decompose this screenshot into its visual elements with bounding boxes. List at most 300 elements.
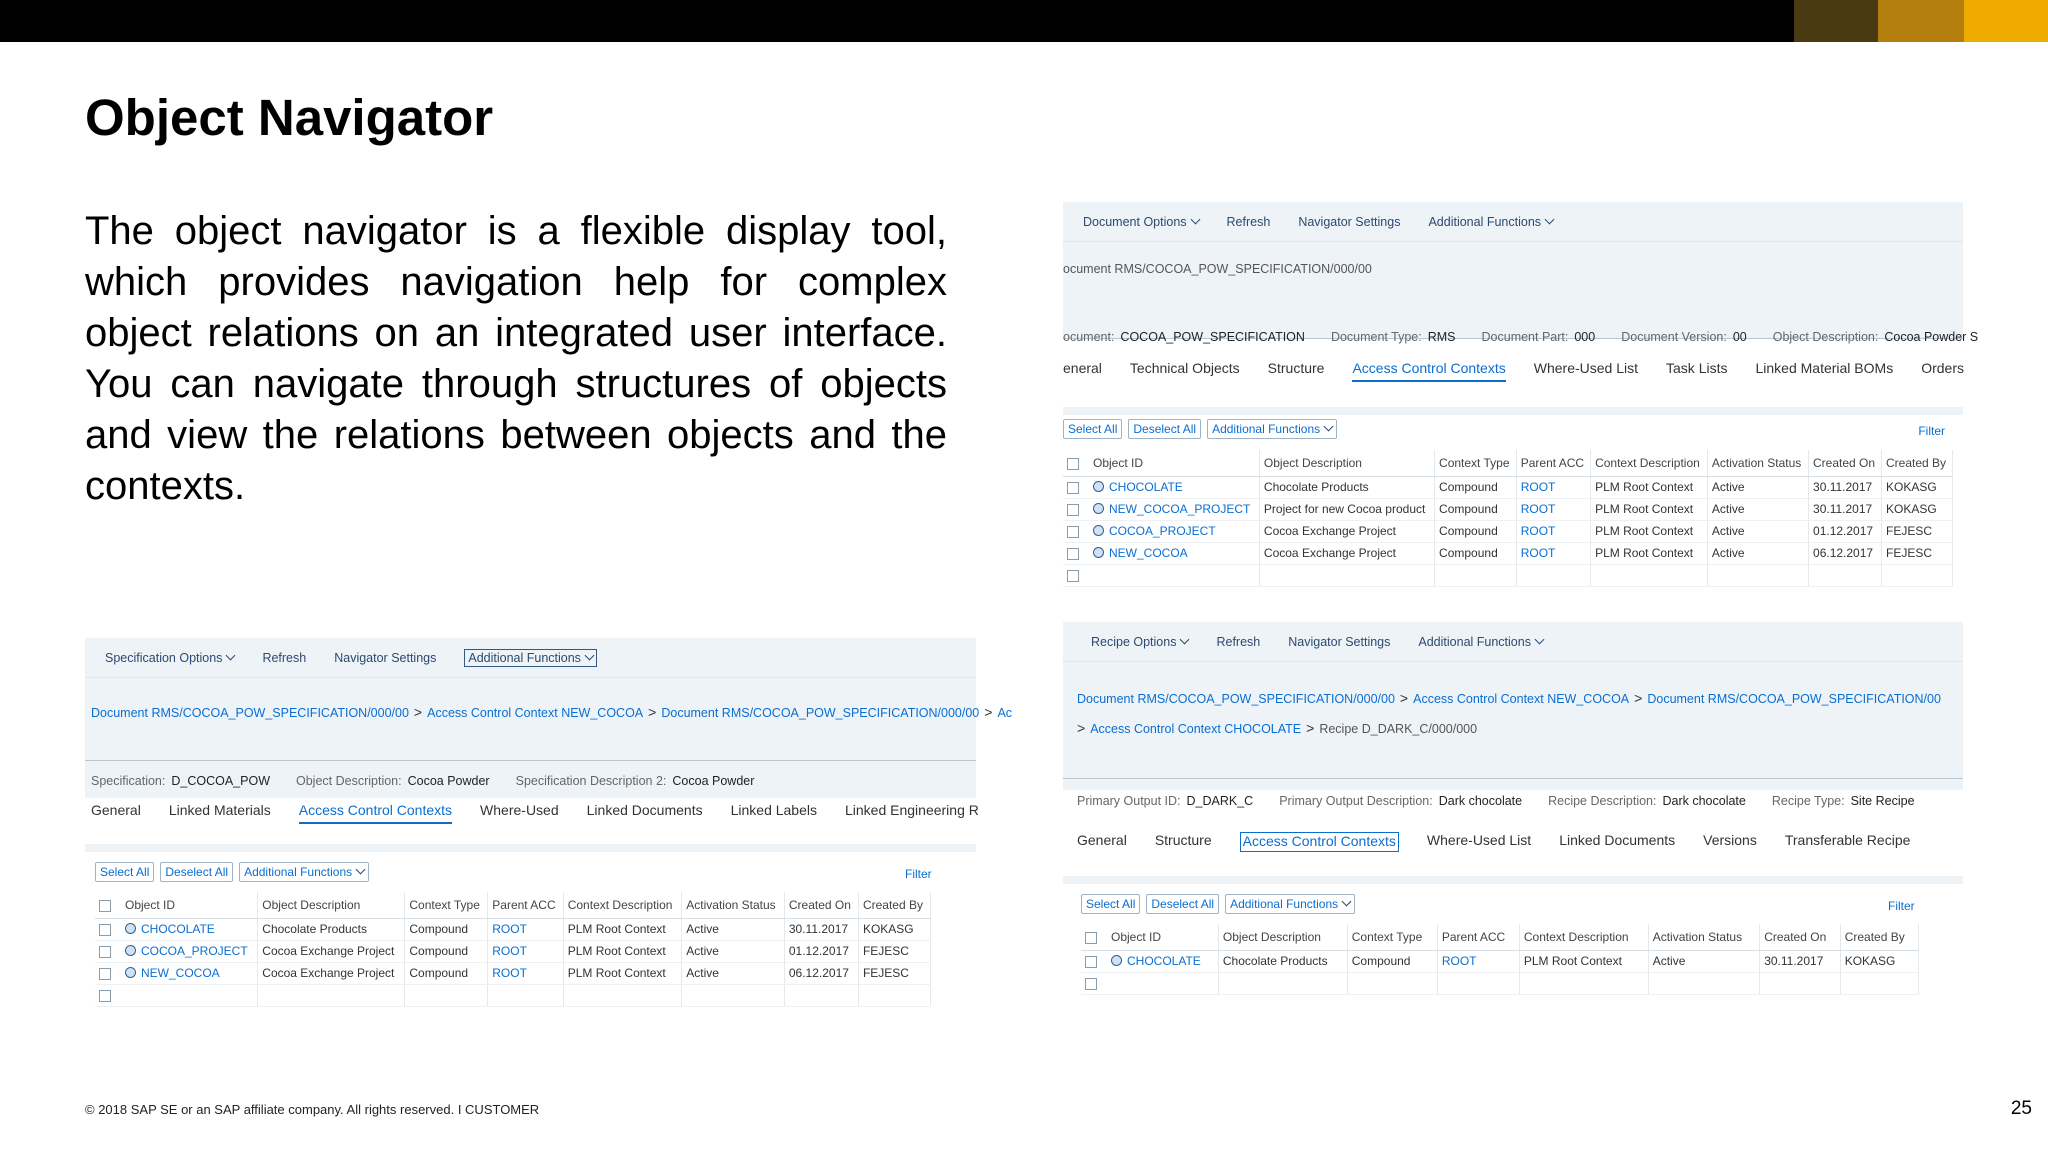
chevron-down-icon [1180, 634, 1190, 644]
table-row[interactable] [95, 940, 931, 962]
table-row[interactable] [95, 962, 931, 984]
object-id-link[interactable]: NEW_COCOA [141, 966, 220, 980]
row-checkbox[interactable] [1081, 950, 1107, 972]
toolbar-specification-options[interactable] [105, 651, 234, 665]
chevron-down-icon [356, 865, 366, 875]
table-row[interactable] [1063, 498, 1953, 520]
cell-object-description: Project for new Cocoa product [1259, 498, 1434, 520]
table-header-row [1081, 924, 1919, 950]
cell-created-on: 01.12.2017 [1809, 520, 1882, 542]
tab-structure[interactable]: Structure [1154, 832, 1212, 848]
column-header-created-by[interactable]: Created By [858, 892, 930, 918]
accent-block-dark [1794, 0, 1878, 42]
parent-acc-link[interactable]: ROOT [1520, 480, 1556, 494]
object-type-icon [1093, 525, 1104, 536]
parent-acc-link[interactable]: ROOT [1520, 546, 1556, 560]
object-id-link[interactable]: COCOA_PROJECT [1109, 524, 1216, 538]
breadcrumb-item[interactable]: Ac [997, 706, 1013, 720]
checkbox-icon [1085, 956, 1097, 968]
tab-linked-materials[interactable]: Linked Materials [168, 802, 271, 818]
toolbar-navigator-settings[interactable] [1298, 215, 1400, 229]
cell-created-on: 06.12.2017 [1809, 542, 1882, 564]
object-attributes [91, 774, 780, 788]
column-header-created-by[interactable]: Created By [1882, 450, 1953, 476]
attr-value: Dark chocolate [1662, 794, 1746, 808]
cell-object-description: Cocoa Exchange Project [258, 962, 405, 984]
object-id-link[interactable]: NEW_COCOA_PROJECT [1109, 502, 1251, 516]
toolbar-label: Refresh [1226, 214, 1271, 229]
breadcrumb-separator-icon: > [1634, 690, 1643, 706]
cell-parent-acc[interactable] [1516, 498, 1590, 520]
table-row[interactable] [1081, 950, 1919, 972]
cell-created-on: 30.11.2017 [784, 918, 858, 940]
toolbar [1063, 622, 1963, 662]
toolbar-refresh[interactable] [262, 651, 306, 665]
cell-context-description: PLM Root Context [563, 918, 682, 940]
row-checkbox[interactable] [95, 962, 121, 984]
cell-created-by: FEJESC [1882, 520, 1953, 542]
column-header-object-description[interactable]: Object Description [1259, 450, 1434, 476]
deselect-all-button[interactable] [1128, 419, 1201, 439]
toolbar-label: Recipe Options [1091, 634, 1177, 649]
additional-functions-button[interactable] [239, 862, 369, 882]
row-checkbox[interactable] [1063, 498, 1089, 520]
table-toolbar [1081, 894, 1361, 914]
cell-parent-acc[interactable] [1437, 950, 1519, 972]
cell-created-on: 30.11.2017 [1809, 498, 1882, 520]
button-label: Select All [1068, 422, 1118, 436]
cell-object-description: Chocolate Products [1259, 476, 1434, 498]
empty-cell [1809, 564, 1882, 586]
tab-access-control-contexts[interactable]: Access Control Contexts [299, 802, 452, 824]
toolbar [85, 638, 976, 678]
checkbox-icon [99, 924, 111, 936]
cell-parent-acc[interactable] [1516, 476, 1590, 498]
empty-cell [1437, 972, 1519, 994]
toolbar-navigator-settings[interactable] [334, 651, 436, 665]
object-id-link[interactable]: CHOCOLATE [1109, 480, 1183, 494]
object-id-link[interactable]: COCOA_PROJECT [141, 944, 248, 958]
empty-cell [1218, 972, 1347, 994]
cell-context-description: PLM Root Context [563, 962, 682, 984]
column-header-context-type[interactable]: Context Type [1435, 450, 1517, 476]
toolbar-refresh[interactable] [1216, 635, 1260, 649]
attr-value: Cocoa Powder [672, 774, 755, 788]
chevron-down-icon [1342, 897, 1352, 907]
empty-cell [563, 984, 682, 1006]
column-header-created-on[interactable]: Created On [1809, 450, 1882, 476]
column-header-parent-acc[interactable]: Parent ACC [1437, 924, 1519, 950]
checkbox-icon [1067, 504, 1079, 516]
footer-copyright: © 2018 SAP SE or an SAP affiliate company. All rights reserved. I CUSTOMER [85, 1102, 540, 1117]
select-all-button[interactable] [1063, 419, 1122, 439]
cell-object-id[interactable] [1089, 542, 1259, 564]
cell-context-description: PLM Root Context [1591, 498, 1708, 520]
empty-cell [1107, 972, 1218, 994]
additional-functions-button[interactable] [1225, 894, 1355, 914]
object-type-icon [1093, 503, 1104, 514]
toolbar-label: Refresh [262, 650, 307, 665]
empty-cell [1648, 972, 1759, 994]
button-label: Additional Functions [1230, 897, 1339, 911]
cell-object-id[interactable] [121, 940, 258, 962]
tab-linked-documents[interactable]: Linked Documents [586, 802, 703, 818]
toolbar-additional-functions[interactable] [1428, 215, 1553, 229]
recipe-navigator-panel [1063, 622, 1963, 1010]
table-row[interactable] [95, 918, 931, 940]
attr-value: 00 [1732, 330, 1747, 344]
empty-cell [858, 984, 930, 1006]
cell-object-id[interactable] [1089, 520, 1259, 542]
object-type-icon [1093, 481, 1104, 492]
object-type-icon [125, 945, 136, 956]
cell-created-by: KOKASG [1840, 950, 1918, 972]
toolbar-label: Refresh [1216, 634, 1261, 649]
tab-linked-documents[interactable]: Linked Documents [1559, 832, 1676, 848]
parent-acc-link[interactable]: ROOT [492, 944, 527, 958]
top-bar [0, 0, 2048, 42]
tab-orders[interactable]: Orders [1921, 360, 1964, 376]
cell-object-id[interactable] [121, 962, 258, 984]
breadcrumb-separator-icon: > [1399, 690, 1409, 706]
filter-link[interactable]: Filter [1918, 424, 1945, 438]
checkbox-icon [1085, 932, 1097, 944]
attr-value: D_COCOA_POW [171, 774, 270, 788]
chevron-down-icon [1545, 214, 1555, 224]
row-checkbox[interactable] [1063, 520, 1089, 542]
column-header-object-id[interactable]: Object ID [1089, 450, 1259, 476]
tab-where-used-list[interactable]: Where-Used List [1426, 832, 1532, 848]
breadcrumb-area [1063, 662, 1963, 790]
toolbar-navigator-settings[interactable] [1288, 635, 1390, 649]
breadcrumb-item[interactable]: Document RMS/COCOA_POW_SPECIFICATION/000/00 [661, 706, 980, 720]
object-type-icon [1111, 955, 1122, 966]
cell-object-id[interactable] [1089, 476, 1259, 498]
row-checkbox[interactable] [95, 940, 121, 962]
table-row[interactable] [1063, 476, 1953, 498]
cell-context-description: PLM Root Context [1591, 520, 1708, 542]
parent-acc-link[interactable]: ROOT [492, 922, 527, 936]
empty-cell [1591, 564, 1708, 586]
toolbar-additional-functions[interactable] [464, 649, 597, 667]
checkbox-icon [99, 990, 111, 1002]
page-number: 25 [2010, 1098, 2032, 1119]
deselect-all-button[interactable] [1146, 894, 1219, 914]
empty-cell [1435, 564, 1517, 586]
toolbar-label: Navigator Settings [1288, 634, 1391, 649]
accent-block-gold [1964, 0, 2048, 42]
checkbox-icon [1067, 482, 1079, 494]
select-all-checkbox[interactable] [95, 892, 121, 918]
breadcrumb-item[interactable]: Access Control Context CHOCOLATE [1090, 722, 1302, 736]
cell-object-id[interactable] [121, 918, 258, 940]
column-header-created-on[interactable]: Created On [784, 892, 858, 918]
column-header-object-description[interactable]: Object Description [258, 892, 405, 918]
empty-row [1081, 972, 1919, 994]
tab-strip [91, 802, 1007, 824]
toolbar-label: Specification Options [105, 650, 223, 665]
column-header-parent-acc[interactable]: Parent ACC [488, 892, 563, 918]
attr-label: ocument: [1063, 330, 1115, 344]
breadcrumb-item[interactable]: Access Control Context NEW_COCOA [427, 706, 644, 720]
checkbox-icon [1067, 570, 1079, 582]
empty-cell [1840, 972, 1918, 994]
empty-cell [121, 984, 258, 1006]
button-label: Additional Functions [1212, 422, 1321, 436]
table-toolbar [1063, 419, 1343, 439]
toolbar-label: Additional Functions [1428, 214, 1542, 229]
cell-object-description: Chocolate Products [258, 918, 405, 940]
tab-where-used[interactable]: Where-Used [480, 802, 559, 818]
attr-value: Cocoa Powder S [1884, 330, 1979, 344]
empty-cell [1259, 564, 1434, 586]
slide-description: The object navigator is a flexible display tool, which provides navigation help for complex object relations on an integrated user interface. You can navigate through structures of objects and view the relations between objects and the contexts. [85, 209, 947, 508]
cell-context-type: Compound [405, 918, 488, 940]
cell-context-description: PLM Root Context [1591, 542, 1708, 564]
row-checkbox[interactable] [95, 984, 121, 1006]
attr-value: Site Recipe [1850, 794, 1915, 808]
button-label: Additional Functions [244, 865, 353, 879]
cell-created-by: KOKASG [858, 918, 930, 940]
cell-context-type: Compound [405, 940, 488, 962]
checkbox-icon [99, 968, 111, 980]
button-label: Select All [100, 865, 150, 879]
column-header-context-type[interactable]: Context Type [1347, 924, 1437, 950]
cell-activation-status: Active [682, 918, 785, 940]
filter-link[interactable]: Filter [1888, 899, 1915, 913]
attr-value: RMS [1427, 330, 1456, 344]
column-header-activation-status[interactable]: Activation Status [1648, 924, 1759, 950]
tab-strip [1077, 832, 1938, 852]
contexts-table [1081, 924, 1919, 995]
attr-label: Object Description: [296, 774, 402, 788]
toolbar-label: Additional Functions [1418, 634, 1531, 649]
additional-functions-button[interactable] [1207, 419, 1337, 439]
cell-parent-acc[interactable] [488, 918, 563, 940]
empty-cell [1707, 564, 1808, 586]
empty-cell [488, 984, 563, 1006]
breadcrumb-item[interactable]: Document RMS/COCOA_POW_SPECIFICATION/000/00 [1077, 692, 1395, 706]
tab-where-used-list[interactable]: Where-Used List [1533, 360, 1639, 376]
cell-context-type: Compound [1347, 950, 1437, 972]
column-header-context-description[interactable]: Context Description [1519, 924, 1648, 950]
cell-parent-acc[interactable] [1516, 542, 1590, 564]
checkbox-icon [1067, 526, 1079, 538]
column-header-context-description[interactable]: Context Description [1591, 450, 1708, 476]
filter-link[interactable]: Filter [905, 867, 932, 881]
breadcrumb-line-1 [1077, 690, 1941, 706]
table-toolbar [95, 862, 375, 882]
slide-title: Object Navigator [85, 89, 494, 146]
cell-created-by: KOKASG [1882, 476, 1953, 498]
attr-label: Primary Output Description: [1279, 794, 1433, 808]
chevron-down-icon [1324, 422, 1334, 432]
cell-object-description: Chocolate Products [1218, 950, 1347, 972]
empty-row [1063, 564, 1953, 586]
button-label: Deselect All [1133, 422, 1197, 436]
toolbar-label: Additional Functions [468, 650, 581, 665]
object-attributes [1077, 794, 1941, 808]
column-header-object-id[interactable]: Object ID [1107, 924, 1218, 950]
tab-general[interactable]: General [91, 802, 141, 818]
cell-activation-status: Active [1707, 542, 1808, 564]
cell-activation-status: Active [1648, 950, 1759, 972]
tab-versions[interactable]: Versions [1703, 832, 1757, 848]
cell-activation-status: Active [1707, 520, 1808, 542]
empty-cell [1882, 564, 1953, 586]
checkbox-icon [99, 900, 111, 912]
attr-label: Document Type: [1330, 330, 1422, 344]
attr-value: D_DARK_C [1186, 794, 1254, 808]
toolbar-label: Document Options [1083, 214, 1187, 229]
select-all-button[interactable] [95, 862, 154, 882]
row-checkbox[interactable] [1063, 564, 1089, 586]
checkbox-icon [1067, 458, 1079, 470]
object-type-icon [1093, 547, 1104, 558]
column-header-object-id[interactable]: Object ID [121, 892, 258, 918]
cell-parent-acc[interactable] [1516, 520, 1590, 542]
breadcrumb-separator-icon: > [413, 704, 423, 720]
specification-navigator-panel [85, 638, 1013, 1010]
empty-cell [1347, 972, 1437, 994]
cell-created-on: 06.12.2017 [784, 962, 858, 984]
attr-value: 000 [1574, 330, 1596, 344]
breadcrumb-item[interactable]: Access Control Context NEW_COCOA [1413, 692, 1630, 706]
cell-context-description: PLM Root Context [563, 940, 682, 962]
cell-created-on: 30.11.2017 [1809, 476, 1882, 498]
empty-cell [1519, 972, 1648, 994]
breadcrumb [91, 704, 1012, 720]
tab-transferable-recipe[interactable]: Transferable Recipe [1784, 832, 1911, 848]
tab-technical-objects[interactable]: Technical Objects [1129, 360, 1240, 376]
cell-created-by: KOKASG [1882, 498, 1953, 520]
breadcrumb-item: Recipe D_DARK_C/000/000 [1319, 722, 1478, 736]
column-header-context-description[interactable]: Context Description [563, 892, 682, 918]
cell-created-on: 01.12.2017 [784, 940, 858, 962]
cell-parent-acc[interactable] [488, 962, 563, 984]
toolbar-additional-functions[interactable] [1418, 635, 1543, 649]
cell-object-description: Cocoa Exchange Project [1259, 520, 1434, 542]
contexts-table [95, 892, 931, 1007]
row-checkbox[interactable] [1081, 972, 1107, 994]
checkbox-icon [1067, 548, 1079, 560]
parent-acc-link[interactable]: ROOT [1520, 502, 1556, 516]
cell-context-description: PLM Root Context [1519, 950, 1648, 972]
tab-linked-engineering-r[interactable]: Linked Engineering R [845, 802, 979, 818]
cell-object-description: Cocoa Exchange Project [1259, 542, 1434, 564]
parent-acc-link[interactable]: ROOT [1441, 954, 1477, 968]
cell-object-id[interactable] [1089, 498, 1259, 520]
empty-cell [682, 984, 785, 1006]
tab-general[interactable]: General [1077, 832, 1127, 848]
parent-acc-link[interactable]: ROOT [492, 966, 527, 980]
button-label: Deselect All [1151, 897, 1215, 911]
empty-cell [784, 984, 858, 1006]
row-checkbox[interactable] [95, 918, 121, 940]
breadcrumb-item[interactable]: Document RMS/COCOA_POW_SPECIFICATION/00 [1647, 692, 1941, 706]
document-navigator-panel [1063, 202, 1979, 578]
object-id-link[interactable]: NEW_COCOA [1109, 546, 1188, 560]
cell-parent-acc[interactable] [488, 940, 563, 962]
attr-label: Recipe Description: [1548, 794, 1657, 808]
object-type-icon [125, 923, 136, 934]
tab-access-control-contexts[interactable]: Access Control Contexts [1352, 360, 1505, 382]
cell-activation-status: Active [682, 940, 785, 962]
column-header-created-by[interactable]: Created By [1840, 924, 1918, 950]
empty-cell [1516, 564, 1590, 586]
column-header-activation-status[interactable]: Activation Status [1707, 450, 1808, 476]
cell-activation-status: Active [1707, 498, 1808, 520]
object-attributes [1063, 330, 2004, 344]
select-all-button[interactable] [1081, 894, 1140, 914]
row-checkbox[interactable] [1063, 542, 1089, 564]
table-header-row [1063, 450, 1953, 476]
toolbar-recipe-options[interactable] [1091, 635, 1188, 649]
object-id-link[interactable]: CHOCOLATE [141, 922, 215, 936]
row-checkbox[interactable] [1063, 476, 1089, 498]
cell-context-type: Compound [1435, 542, 1517, 564]
breadcrumb-separator-icon: > [1077, 720, 1086, 736]
column-header-created-on[interactable]: Created On [1760, 924, 1841, 950]
accent-block-mid [1878, 0, 1964, 42]
breadcrumb-separator-icon: > [648, 704, 657, 720]
toolbar [1063, 202, 1963, 242]
tab-linked-material-boms[interactable]: Linked Material BOMs [1755, 360, 1894, 376]
table-header-row [95, 892, 931, 918]
toolbar-document-options[interactable] [1083, 215, 1199, 229]
tab-access-control-contexts[interactable]: Access Control Contexts [1240, 832, 1399, 852]
breadcrumb-item[interactable]: Document RMS/COCOA_POW_SPECIFICATION/000/00 [91, 706, 409, 720]
toolbar-refresh[interactable] [1227, 215, 1271, 229]
chevron-down-icon [1190, 214, 1200, 224]
select-all-checkbox[interactable] [1063, 450, 1089, 476]
tab-task-lists[interactable]: Task Lists [1666, 360, 1728, 376]
tab-eneral[interactable]: eneral [1063, 360, 1102, 376]
empty-cell [405, 984, 488, 1006]
cell-context-type: Compound [405, 962, 488, 984]
select-all-checkbox[interactable] [1081, 924, 1107, 950]
tab-linked-labels[interactable]: Linked Labels [730, 802, 817, 818]
attr-value: Dark chocolate [1438, 794, 1523, 808]
cell-object-description: Cocoa Exchange Project [258, 940, 405, 962]
button-label: Deselect All [165, 865, 229, 879]
parent-acc-link[interactable]: ROOT [1520, 524, 1556, 538]
column-header-context-type[interactable]: Context Type [405, 892, 488, 918]
empty-cell [1760, 972, 1841, 994]
attr-label: Object Description: [1772, 330, 1879, 344]
breadcrumb[interactable]: ocument RMS/COCOA_POW_SPECIFICATION/000/00 [1063, 262, 1372, 276]
column-header-parent-acc[interactable]: Parent ACC [1516, 450, 1590, 476]
cell-context-type: Compound [1435, 498, 1517, 520]
chevron-down-icon [226, 650, 236, 660]
cell-created-by: FEJESC [858, 962, 930, 984]
cell-created-by: FEJESC [858, 940, 930, 962]
column-header-activation-status[interactable]: Activation Status [682, 892, 785, 918]
cell-object-id[interactable] [1107, 950, 1218, 972]
chevron-down-icon [1535, 634, 1545, 644]
cell-activation-status: Active [682, 962, 785, 984]
table-row[interactable] [1063, 520, 1953, 542]
attr-label: Specification: [91, 774, 166, 788]
attr-label: Document Version: [1621, 330, 1727, 344]
tab-structure[interactable]: Structure [1267, 360, 1325, 376]
deselect-all-button[interactable] [160, 862, 233, 882]
object-id-link[interactable]: CHOCOLATE [1127, 954, 1201, 968]
table-row[interactable] [1063, 542, 1953, 564]
cell-created-by: FEJESC [1882, 542, 1953, 564]
column-header-object-description[interactable]: Object Description [1218, 924, 1347, 950]
tab-strip [1063, 360, 1992, 382]
